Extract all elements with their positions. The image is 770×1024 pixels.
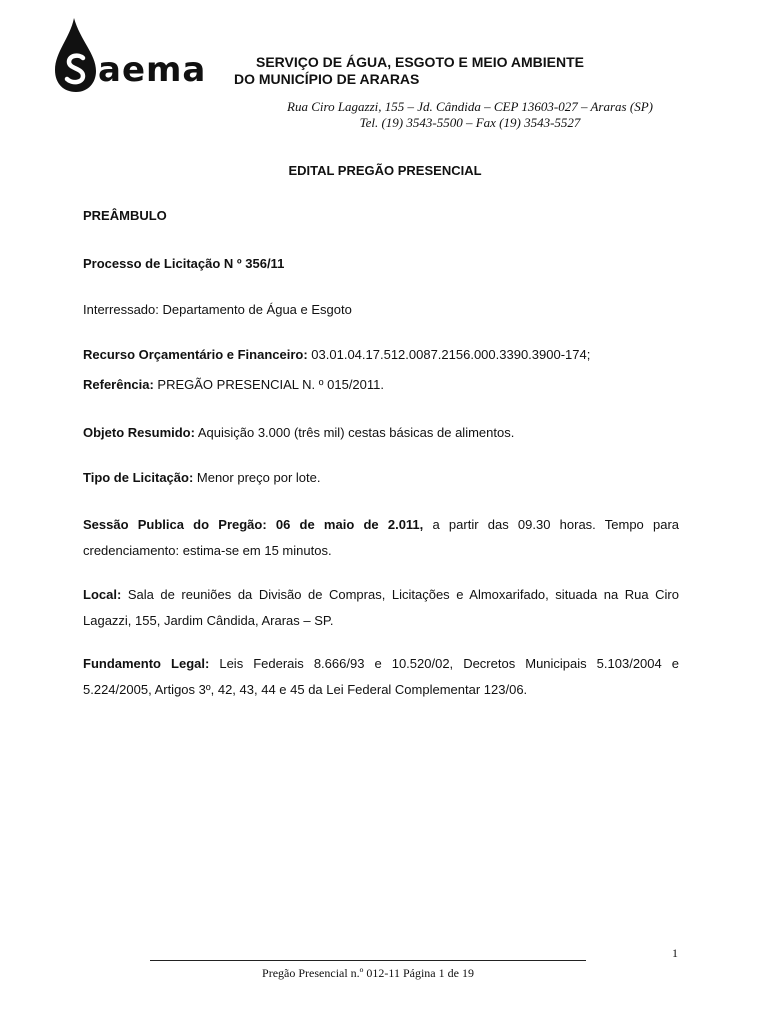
address-line-2: Tel. (19) 3543-5500 – Fax (19) 3543-5527 bbox=[359, 115, 581, 130]
address-block bbox=[230, 99, 710, 131]
logo-wordmark: aema bbox=[98, 50, 207, 90]
sessao-value: a partir das 09.30 horas. Tempo para credenciamento: estima-se em 15 minutos. bbox=[83, 517, 680, 558]
objeto-value: Aquisição 3.000 (três mil) cestas básicas de alimentos. bbox=[194, 425, 515, 440]
sessao-paragraph bbox=[83, 512, 679, 564]
fundamento-paragraph bbox=[83, 651, 679, 703]
referencia-line bbox=[83, 372, 679, 398]
referencia-value: PREGÃO PRESENCIAL N. º 015/2011. bbox=[153, 377, 384, 392]
recurso-line bbox=[83, 342, 679, 368]
tipo-label: Tipo de Licitação: bbox=[83, 470, 194, 485]
organization-name bbox=[234, 54, 584, 88]
objeto-label: Objeto Resumido: bbox=[83, 425, 195, 440]
page-number: 1 bbox=[672, 946, 678, 960]
recurso-label: Recurso Orçamentário e Financeiro: bbox=[83, 347, 308, 362]
tipo-line bbox=[83, 465, 679, 491]
sessao-label: Sessão Publica do Pregão: 06 de maio de 2.011, bbox=[83, 517, 424, 532]
interessado-line: Interressado: Departamento de Água e Esgoto bbox=[83, 302, 352, 317]
org-line-2: DO MUNICÍPIO DE ARARAS bbox=[234, 71, 420, 87]
fundamento-label: Fundamento Legal: bbox=[83, 656, 210, 671]
local-paragraph bbox=[83, 582, 679, 634]
processo-line: Processo de Licitação N º 356/11 bbox=[83, 256, 285, 271]
preambulo-heading: PREÂMBULO bbox=[83, 208, 167, 223]
recurso-value: 03.01.04.17.512.0087.2156.000.3390.3900-174; bbox=[307, 347, 591, 362]
local-value: Sala de reuniões da Divisão de Compras, Licitações e Almoxarifado, situada na Rua Ciro Lagazzi, 155, Jardim Cândida, Araras – SP. bbox=[83, 587, 679, 628]
tipo-value: Menor preço por lote. bbox=[193, 470, 321, 485]
local-label: Local: bbox=[83, 587, 122, 602]
objeto-line bbox=[83, 420, 679, 446]
footer-text: Pregão Presencial n.º 012-11 Página 1 de 19 bbox=[262, 966, 474, 980]
referencia-label: Referência: bbox=[83, 377, 154, 392]
footer-divider bbox=[150, 960, 586, 961]
document-title: EDITAL PREGÃO PRESENCIAL bbox=[288, 163, 482, 178]
org-line-1: SERVIÇO DE ÁGUA, ESGOTO E MEIO AMBIENTE bbox=[256, 54, 585, 70]
fundamento-value: Leis Federais 8.666/93 e 10.520/02, Decretos Municipais 5.103/2004 e 5.224/2005, Artigos 3º, 42, 43, 44 e 45 da Lei Federal Complementar 123/06. bbox=[83, 656, 680, 697]
address-line-1: Rua Ciro Lagazzi, 155 – Jd. Cândida – CEP 13603-027 – Araras (SP) bbox=[287, 99, 653, 114]
